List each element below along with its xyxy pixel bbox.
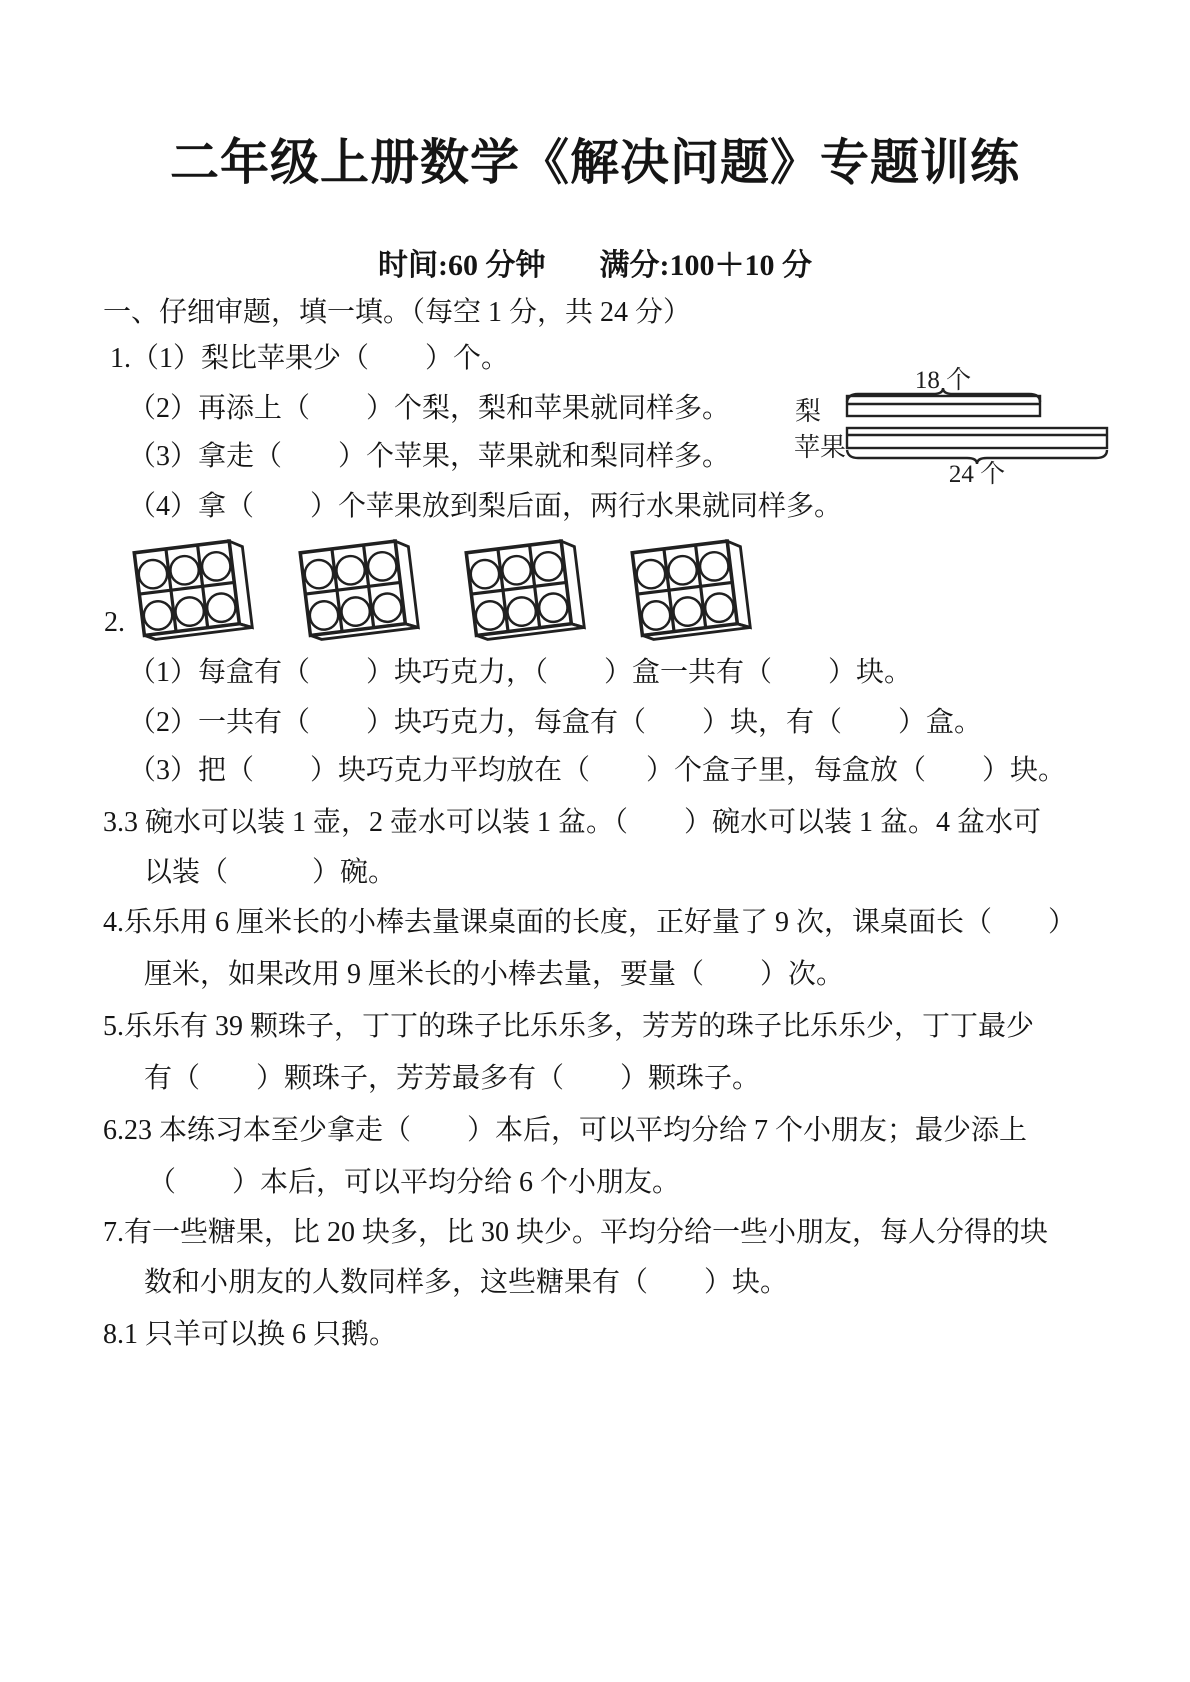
pear-count-label: 18 个 — [914, 367, 972, 394]
q4-line-2: 厘米，如果改用 9 厘米长的小棒去量，要量（ ）次。 — [144, 959, 845, 990]
chocolate-box-graphic — [296, 533, 432, 652]
full-score-label: 满分:100＋10 分 — [599, 249, 812, 282]
bar-comparison-diagram — [788, 360, 1113, 485]
q1-part-1: 1.（1）梨比苹果少（ ）个。 — [110, 343, 510, 374]
pear-bar — [847, 396, 1040, 416]
q6-line-1: 6.23 本练习本至少拿走（ ）本后，可以平均分给 7 个小朋友；最少添上 — [103, 1115, 1028, 1146]
chocolate-box-graphic — [628, 533, 764, 652]
time-limit-label: 时间:60 分钟 — [378, 249, 546, 282]
q6-line-2: （ ）本后，可以平均分给 6 个小朋友。 — [148, 1167, 681, 1198]
chocolate-box-graphic — [462, 533, 598, 652]
q4-line-1: 4.乐乐用 6 厘米长的小棒去量课桌面的长度，正好量了 9 次，课桌面长（ ） — [103, 907, 1077, 938]
chocolate-box — [130, 533, 266, 652]
q2-part-3: （3）把（ ）块巧克力平均放在（ ）个盒子里，每盒放（ ）块。 — [128, 755, 1067, 786]
q2-part-2: （2）一共有（ ）块巧克力，每盒有（ ）块，有（ ）盒。 — [128, 707, 983, 738]
chocolate-box-graphic — [130, 533, 266, 652]
apple-label: 苹果 — [794, 433, 847, 462]
pear-label: 梨 — [795, 397, 822, 426]
chocolate-box — [462, 533, 598, 652]
q1-part-4: （4）拿（ ）个苹果放到梨后面，两行水果就同样多。 — [128, 491, 843, 522]
q2-number: 2. — [104, 607, 125, 638]
q1-part-2: （2）再添上（ ）个梨，梨和苹果就同样多。 — [128, 393, 731, 424]
section-one-heading: 一、仔细审题，填一填。（每空 1 分，共 24 分） — [103, 297, 692, 328]
q2-part-1: （1）每盒有（ ）块巧克力，（ ）盒一共有（ ）块。 — [128, 657, 913, 688]
apple-bar — [847, 428, 1107, 448]
q3-line-1: 3.3 碗水可以装 1 壶，2 壶水可以装 1 盆。（ ）碗水可以装 1 盆。4 盆水可 — [103, 807, 1042, 838]
q5-line-1: 5.乐乐有 39 颗珠子，丁丁的珠子比乐乐多，芳芳的珠子比乐乐少，丁丁最少 — [103, 1011, 1035, 1042]
q1-part-3: （3）拿走（ ）个苹果，苹果就和梨同样多。 — [128, 441, 731, 472]
chocolate-boxes-row — [136, 540, 758, 645]
q7-line-1: 7.有一些糖果，比 20 块多，比 30 块少。平均分给一些小朋友，每人分得的块 — [103, 1217, 1049, 1248]
q7-line-2: 数和小朋友的人数同样多，这些糖果有（ ）块。 — [144, 1267, 789, 1298]
page-title: 二年级上册数学《解决问题》专题训练 — [169, 135, 1020, 190]
q3-line-2: 以装（ ）碗。 — [144, 857, 397, 888]
chocolate-box — [296, 533, 432, 652]
q8-line-1: 8.1 只羊可以换 6 只鹅。 — [103, 1319, 398, 1350]
q5-line-2: 有（ ）颗珠子，芳芳最多有（ ）颗珠子。 — [144, 1063, 761, 1094]
exam-meta — [0, 240, 1190, 284]
chocolate-box — [628, 533, 764, 652]
apple-count-label: 24 个 — [948, 461, 1006, 485]
